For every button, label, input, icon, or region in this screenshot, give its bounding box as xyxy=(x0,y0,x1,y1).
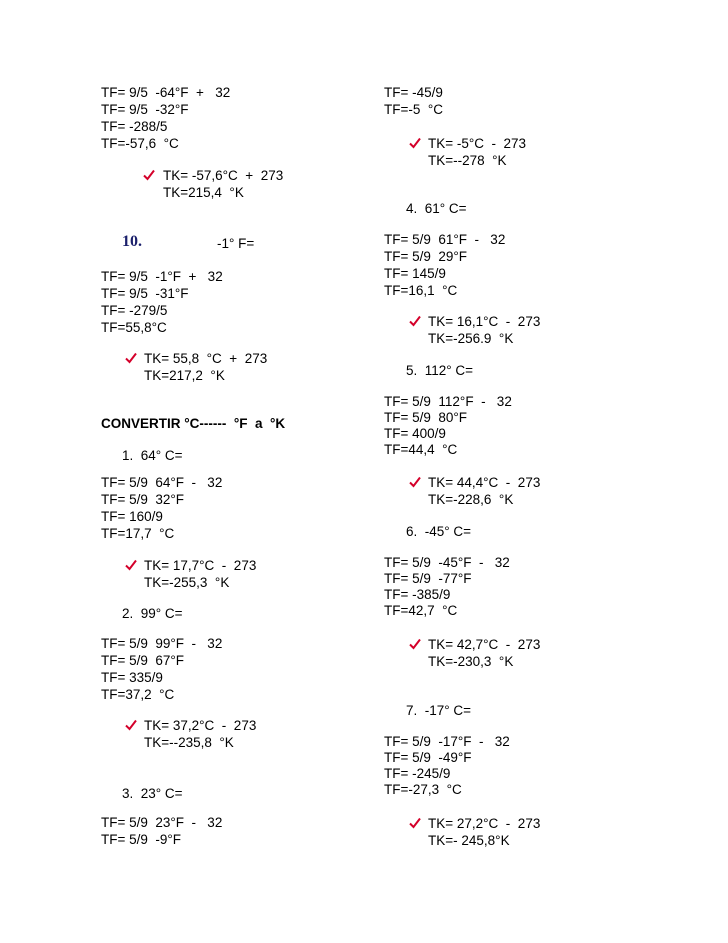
list-item-number: 4. 61° C= xyxy=(406,201,467,216)
eq-line: TF= 5/9 99°F - 32 xyxy=(101,636,223,651)
eq-line: TF= 5/9 32°F xyxy=(101,492,185,507)
eq-line: TF= 335/9 xyxy=(101,670,163,685)
eq-line: TF=37,2 °C xyxy=(101,687,175,702)
item-label: -1° F= xyxy=(217,236,255,251)
eq-line: TF= 145/9 xyxy=(384,266,446,281)
eq-line: TF= -385/9 xyxy=(384,587,451,602)
checkmark-icon xyxy=(123,350,139,366)
eq-line: TF=-57,6 °C xyxy=(101,136,179,151)
kelvin-line: TK= -5°C - 273 xyxy=(428,136,527,151)
eq-line: TF= 5/9 64°F - 32 xyxy=(101,475,223,490)
kelvin-line: TK=217,2 °K xyxy=(144,368,225,383)
list-item-number: 2. 99° C= xyxy=(122,606,183,621)
checkmark-icon xyxy=(123,557,139,573)
kelvin-line: TK=--278 °K xyxy=(428,153,507,168)
section-heading: CONVERTIR °C------ °F a °K xyxy=(101,416,286,431)
kelvin-line: TK= 37,2°C - 273 xyxy=(144,718,257,733)
kelvin-line: TK=--235,8 °K xyxy=(144,735,234,750)
kelvin-line: TK=-256.9 °K xyxy=(428,331,514,346)
eq-line: TF= 160/9 xyxy=(101,509,163,524)
kelvin-line: TK= 44,4°C - 273 xyxy=(428,475,541,490)
eq-line: TF= 5/9 -45°F - 32 xyxy=(384,555,510,570)
eq-line: TF= 5/9 29°F xyxy=(384,249,468,264)
eq-line: TF= 5/9 67°F xyxy=(101,653,185,668)
eq-line: TF= 9/5 -64°F + 32 xyxy=(101,85,231,100)
list-item-number: 1. 64° C= xyxy=(122,448,183,463)
eq-line: TF=17,7 °C xyxy=(101,526,175,541)
kelvin-line: TK= -57,6°C + 273 xyxy=(163,168,284,183)
eq-line: TF= 5/9 23°F - 32 xyxy=(101,815,223,830)
list-item-number: 7. -17° C= xyxy=(406,703,472,718)
eq-line: TF= 5/9 61°F - 32 xyxy=(384,232,506,247)
checkmark-icon xyxy=(123,717,139,733)
kelvin-line: TK=- 245,8°K xyxy=(428,833,510,848)
eq-line: TF= 400/9 xyxy=(384,426,446,441)
eq-line: TF= 5/9 112°F - 32 xyxy=(384,394,512,409)
eq-line: TF=-27,3 °C xyxy=(384,782,462,797)
eq-line: TF= 5/9 -77°F xyxy=(384,571,472,586)
kelvin-line: TK= 42,7°C - 273 xyxy=(428,637,541,652)
eq-line: TF= 5/9 80°F xyxy=(384,410,468,425)
eq-line: TF=44,4 °C xyxy=(384,442,458,457)
eq-line: TF=16,1 °C xyxy=(384,283,458,298)
list-item-number: 6. -45° C= xyxy=(406,524,472,539)
eq-line: TF= 9/5 -1°F + 32 xyxy=(101,269,223,284)
eq-line: TF= 5/9 -17°F - 32 xyxy=(384,734,510,749)
eq-line: TF=42,7 °C xyxy=(384,603,458,618)
kelvin-line: TK=215,4 °K xyxy=(163,185,244,200)
eq-line: TF= -245/9 xyxy=(384,766,451,781)
kelvin-line: TK=-228,6 °K xyxy=(428,492,514,507)
kelvin-line: TK= 55,8 °C + 273 xyxy=(144,351,268,366)
eq-line: TF= 9/5 -32°F xyxy=(101,102,189,117)
item-number-big: 10. xyxy=(122,233,142,250)
eq-line: TF= 5/9 -49°F xyxy=(384,750,472,765)
eq-line: TF= -45/9 xyxy=(384,85,443,100)
eq-line: TF= 5/9 -9°F xyxy=(101,832,182,847)
kelvin-line: TK=-230,3 °K xyxy=(428,654,514,669)
checkmark-icon xyxy=(407,135,423,151)
checkmark-icon xyxy=(407,815,423,831)
eq-line: TF= 9/5 -31°F xyxy=(101,286,189,301)
kelvin-line: TK=-255,3 °K xyxy=(144,575,230,590)
list-item-number: 3. 23° C= xyxy=(122,786,183,801)
eq-line: TF=-5 °C xyxy=(384,102,444,117)
kelvin-line: TK= 17,7°C - 273 xyxy=(144,558,257,573)
eq-line: TF= -279/5 xyxy=(101,303,168,318)
checkmark-icon xyxy=(407,474,423,490)
kelvin-line: TK= 27,2°C - 273 xyxy=(428,816,541,831)
checkmark-icon xyxy=(141,167,157,183)
kelvin-line: TK= 16,1°C - 273 xyxy=(428,314,541,329)
checkmark-icon xyxy=(407,313,423,329)
eq-line: TF=55,8°C xyxy=(101,320,167,335)
list-item-number: 5. 112° C= xyxy=(406,363,474,378)
checkmark-icon xyxy=(407,636,423,652)
eq-line: TF= -288/5 xyxy=(101,119,168,134)
